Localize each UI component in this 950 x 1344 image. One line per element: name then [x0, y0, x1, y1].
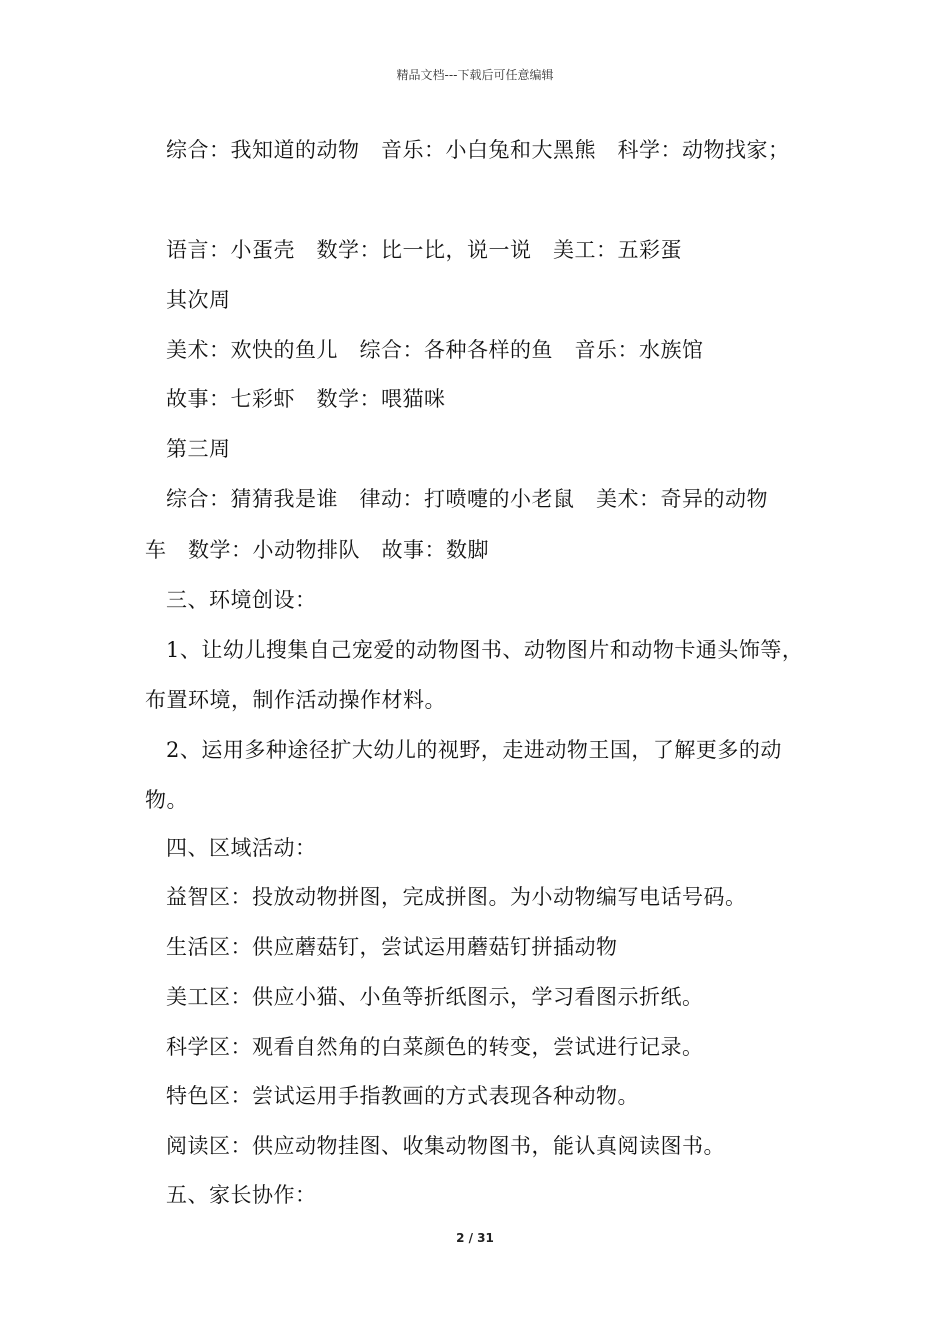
- section-heading-week-2: 其次周: [166, 288, 231, 312]
- text-line-8: 益智区：投放动物拼图，完成拼图。为小动物编写电话号码。: [166, 885, 747, 909]
- section-heading-week-3: 第三周: [166, 437, 231, 461]
- text-line-7-cont: 物。: [145, 788, 188, 812]
- text-line-1: 综合：我知道的动物 音乐：小白兔和大黑熊 科学：动物找家；: [166, 138, 790, 162]
- text-line-12: 特色区：尝试运用手指教画的方式表现各种动物。: [166, 1084, 639, 1108]
- text-line-3: 美术：欢快的鱼儿 综合：各种各样的鱼 音乐：水族馆: [166, 338, 704, 362]
- text-line-2: 语言：小蛋壳 数学：比一比，说一说 美工：五彩蛋: [166, 238, 682, 262]
- text-line-10: 美工区：供应小猫、小鱼等折纸图示，学习看图示折纸。: [166, 985, 704, 1009]
- section-heading-areas: 四、区域活动：: [166, 836, 317, 860]
- text-line-9: 生活区：供应蘑菇钉，尝试运用蘑菇钉拼插动物: [166, 935, 618, 959]
- text-line-5: 综合：猜猜我是谁 律动：打喷嚏的小老鼠 美术：奇异的动物: [166, 487, 768, 511]
- section-heading-environment: 三、环境创设：: [166, 588, 317, 612]
- page-number: 2 / 31: [456, 1231, 494, 1245]
- text-line-6-cont: 布置环境，制作活动操作材料。: [145, 688, 446, 712]
- text-line-4: 故事：七彩虾 数学：喂猫咪: [166, 387, 446, 411]
- text-line-11: 科学区：观看自然角的白菜颜色的转变，尝试进行记录。: [166, 1035, 704, 1059]
- text-line-7: 2、运用多种途径扩大幼儿的视野，走进动物王国，了解更多的动: [166, 738, 782, 762]
- text-line-6: 1、让幼儿搜集自己宠爱的动物图书、动物图片和动物卡通头饰等，: [166, 638, 804, 662]
- section-heading-parents: 五、家长协作：: [166, 1183, 317, 1207]
- text-line-5-cont: 车 数学：小动物排队 故事：数脚: [145, 538, 489, 562]
- page-header: 精品文档---下载后可任意编辑: [396, 68, 554, 82]
- text-line-13: 阅读区：供应动物挂图、收集动物图书，能认真阅读图书。: [166, 1134, 725, 1158]
